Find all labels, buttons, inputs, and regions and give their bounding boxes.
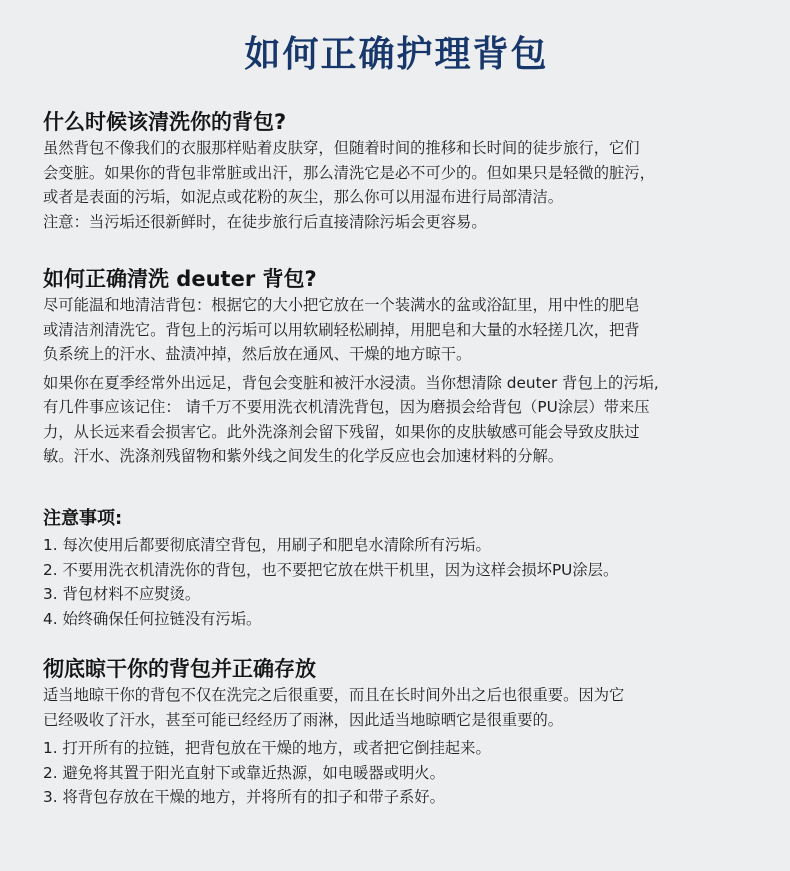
list-item: 2. 不要用洗衣机清洗你的背包，也不要把它放在烘干机里，因为这样会损坏PU涂层。: [43, 560, 619, 579]
paragraph-line: 负系统上的汗水、盐渍冲掉，然后放在通风、干燥的地方晾干。: [43, 345, 472, 363]
paragraph-line: 或清洁剂清洗它。背包上的污垢可以用软刷轻松刷掉，用肥皂和大量的水轻搓几次，把背: [43, 320, 640, 339]
paragraph-line: 有几件事应该记住： 请千万不要用洗衣机清洗背包，因为磨损会给背包（PU涂层）带来压: [43, 398, 650, 416]
paragraph-line: 或者是表面的污垢，如泥点或花粉的灰尘，那么你可以用湿布进行局部清洁。: [43, 188, 564, 206]
paragraph-line: 适当地晾干你的背包不仅在洗完之后很重要，而且在长时间外出之后也很重要。因为它: [43, 686, 625, 704]
paragraph: [43, 371, 755, 469]
page-title: 如何正确护理背包: [244, 34, 549, 75]
note-line: 注意：当污垢还很新鲜时，在徒步旅行后直接清除污垢会更容易。: [43, 212, 487, 231]
list-item: 3. 将背包存放在干燥的地方，并将所有的扣子和带子系好。: [43, 788, 445, 806]
paragraph-line: 敏。汗水、洗涤剂残留物和紫外线之间发生的化学反应也会加速材料的分解。: [43, 447, 564, 465]
section-notes: [43, 505, 755, 631]
paragraph: [43, 683, 755, 732]
list-item: 1. 打开所有的拉链，把背包放在干燥的地方，或者把它倒挂起来。: [43, 739, 491, 757]
paragraph-line: 会变脏。如果你的背包非常脏或出汗，那么清洗它是必不可少的。但如果只是轻微的脏污，: [43, 163, 655, 182]
section-drying-storage: [43, 655, 755, 810]
paragraph: [43, 293, 755, 367]
paragraph-line: 虽然背包不像我们的衣服那样贴着皮肤穿，但随着时间的推移和长时间的徒步旅行，它们: [43, 139, 640, 157]
section-how-to-clean: [43, 265, 755, 469]
section-heading: 彻底晾干你的背包并正确存放: [43, 657, 316, 681]
paragraph-line: 尽可能温和地清洁背包：根据它的大小把它放在一个装满水的盆或浴缸里，用中性的肥皂: [43, 296, 640, 314]
paragraph-line: 力，从长远来看会损害它。此外洗涤剂会留下残留，如果你的皮肤敏感可能会导致皮肤过: [43, 422, 640, 441]
section-when-to-clean: [43, 108, 753, 234]
section-heading: 如何正确清洗 deuter 背包?: [43, 267, 317, 291]
list-item: 2. 避免将其置于阳光直射下或靠近热源，如电暖器或明火。: [43, 763, 445, 782]
notes-list: [43, 533, 755, 631]
list-item: 4. 始终确保任何拉链没有污垢。: [43, 609, 262, 628]
section-heading: 什么时候该清洗你的背包?: [43, 110, 287, 134]
steps-list: [43, 736, 755, 810]
paragraph-line: 已经吸收了汗水，甚至可能已经经历了雨淋，因此适当地晾晒它是很重要的。: [43, 710, 564, 729]
list-item: 1. 每次使用后都要彻底清空背包，用刷子和肥皂水清除所有污垢。: [43, 536, 491, 554]
list-item: 3. 背包材料不应熨烫。: [43, 585, 201, 603]
section-heading: 注意事项:: [43, 508, 123, 529]
paragraph-line: 如果你在夏季经常外出远足，背包会变脏和被汗水浸渍。当你想清除 deuter 背包上的污垢,: [43, 373, 659, 392]
